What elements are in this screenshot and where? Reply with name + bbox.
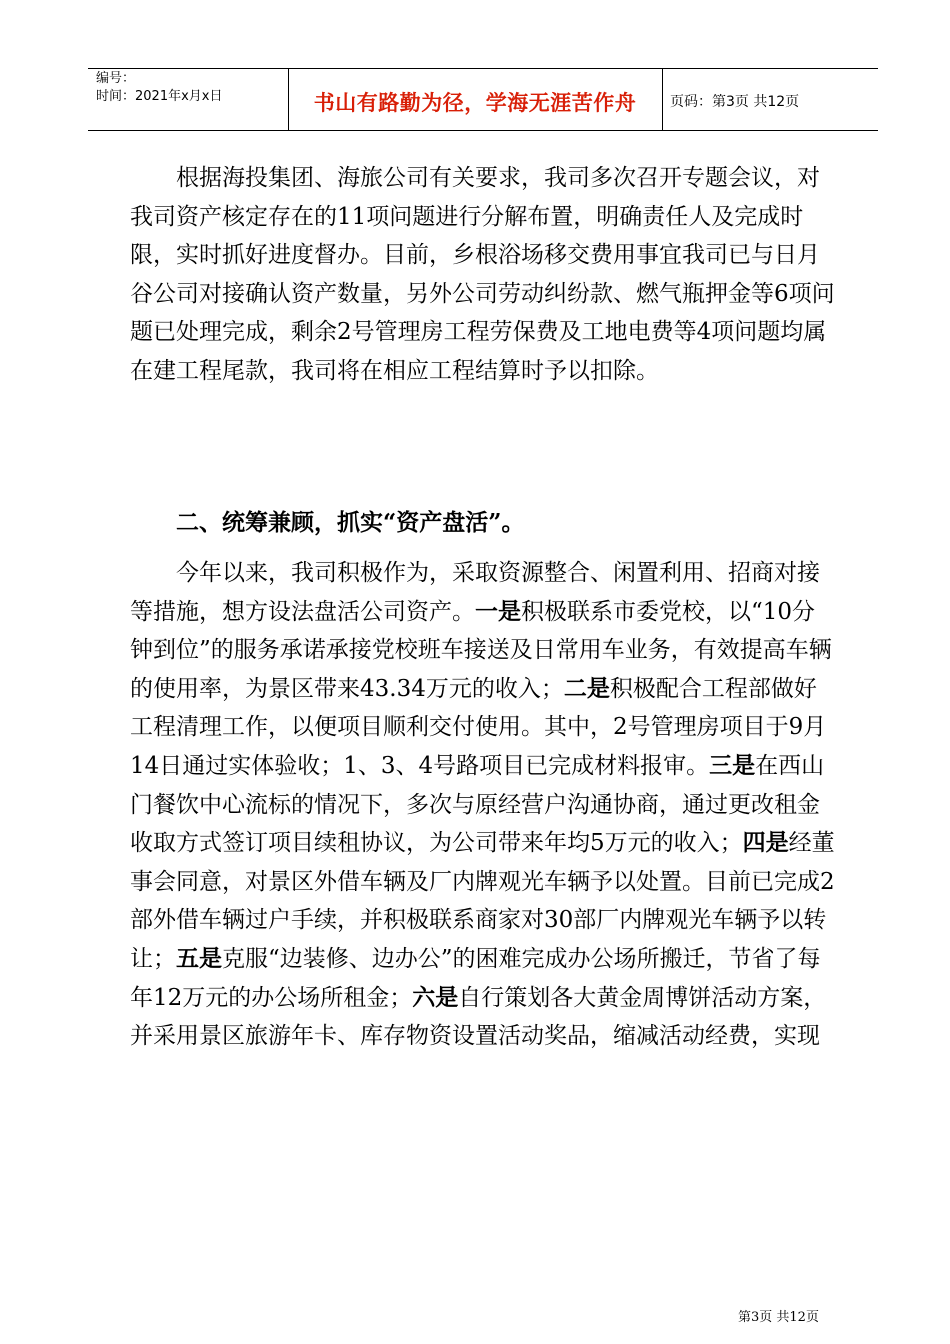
item4-text: 经董事会同意，对景区外借车辆及厂内牌观光车辆予以处置。目前已完成2部外借车辆过户手续，并积极联系商家对30部厂内牌观光车辆予以转让； [130, 830, 835, 972]
item2-label: 二是 [563, 674, 610, 702]
header-motto: 书山有路勤为径，学海无涯苦作舟 [313, 91, 637, 115]
header-meta-cell [88, 69, 289, 130]
item5-text: 克服“边装修、边办公”的困难完成办公场所搬迁，节省了每年12万元的办公场所租金； [130, 945, 821, 1011]
document-time-label: 时间：2021年x月x日 [96, 89, 223, 104]
paragraph-asset-verification: 根据海投集团、海旅公司有关要求，我司多次召开专题会议，对我司资产核定存在的11项问题进行分解布置，明确责任人及完成时限，实时抓好进度督办。目前，乡根浴场移交费用事宜我司已与日月谷公司对接确认资产数量，另外公司劳动纠纷款、燃气瓶押金等6项问题已处理完成，剩余2号管理房工程劳保费及工地电费等4项问题均属在建工程尾款，我司将在相应工程结算时予以扣除。 [130, 165, 835, 384]
header-page-number: 页码：第3页 共12页 [670, 94, 800, 110]
item6-label: 六是 [412, 983, 459, 1011]
item4-label: 四是 [742, 829, 789, 857]
item6-text: 自行策划各大黄金周博饼活动方案，并采用景区旅游年卡、库存物资设置活动奖品，缩减活动经费，实现 [130, 984, 827, 1050]
item5-label: 五是 [176, 944, 222, 972]
item3-text: 在西山门餐饮中心流标的情况下，多次与原经营户沟通协商，通过更改租金收取方式签订项目续租协议，为公司带来年均5万元的收入； [130, 752, 825, 857]
header-page-cell [662, 69, 878, 130]
item2-text: 积极配合工程部做好工程清理工作，以便项目顺利交付使用。其中，2号管理房项目于9月14日通过实体验收；1、3、4号路项目已完成材料报审。 [130, 675, 827, 779]
document-number-label: 编号： [96, 71, 136, 86]
section-heading-asset-revitalization: 二、统筹兼顾，抓实“资产盘活”。 [176, 509, 525, 536]
item3-label: 三是 [709, 751, 756, 779]
footer-page-number: 第3页 共12页 [738, 1310, 819, 1325]
paragraph-asset-revitalization [130, 554, 835, 1056]
document-header [88, 68, 878, 131]
item1-label: 一是 [475, 597, 521, 625]
header-motto-cell [288, 69, 663, 130]
item1-text: 积极联系市委党校，以“10分钟到位”的服务承诺承接党校班车接送及日常用车业务，有效提高车辆的使用率，为景区带来43.34万元的收入； [130, 598, 832, 702]
para2-intro: 今年以来，我司积极作为，采取资源整合、闲置利用、招商对接等措施，想方设法盘活公司资产。 [130, 560, 820, 625]
